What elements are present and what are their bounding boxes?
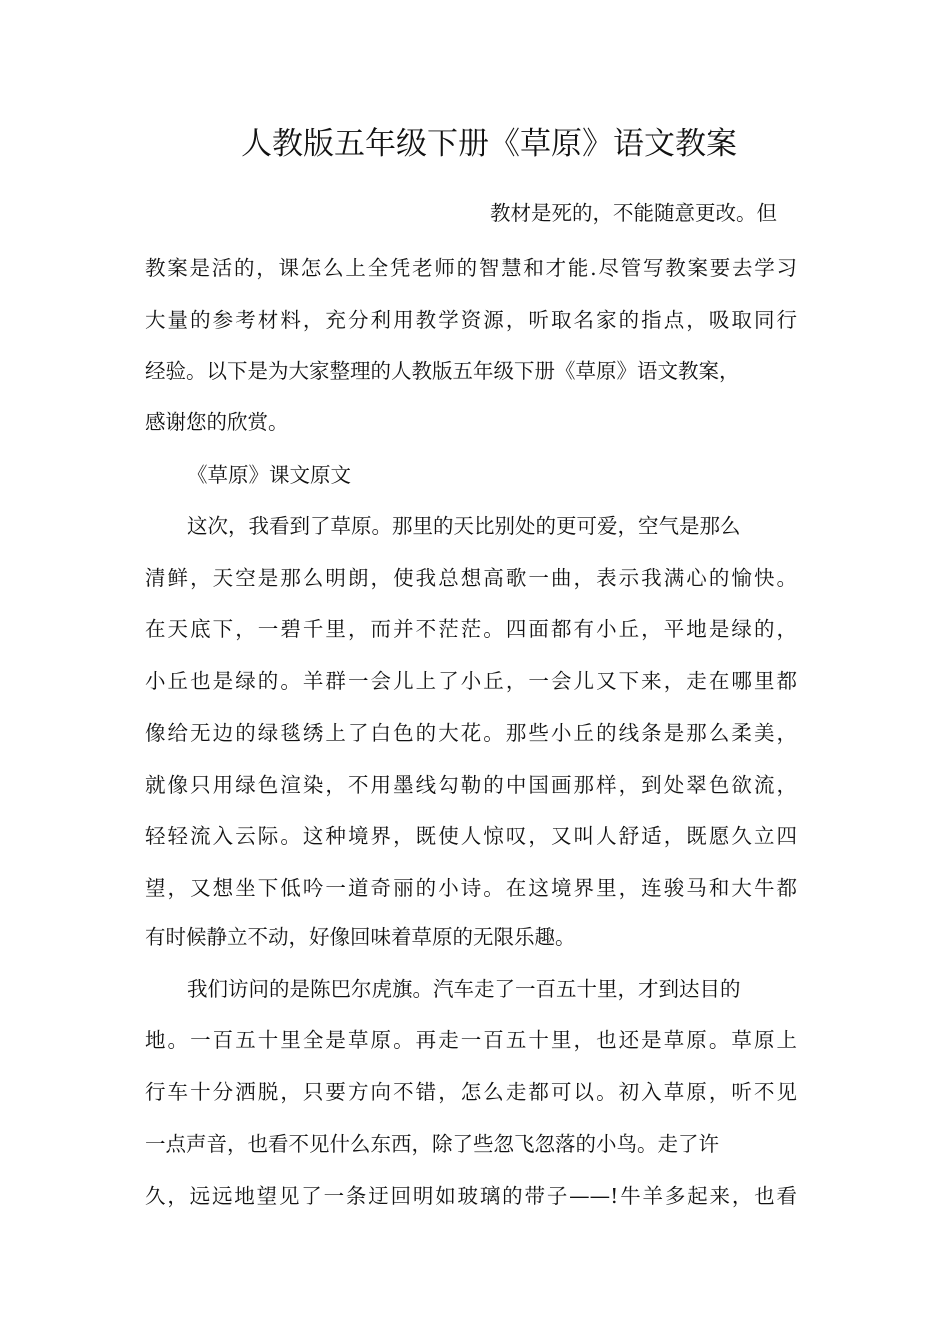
- paragraph-line: 有时候静立不动，好像回味着草原的无限乐趣。: [145, 925, 576, 949]
- document-title: 人教版五年级下册《草原》语文教案: [241, 126, 737, 162]
- paragraph-line: 就像只用绿色渲染，不用墨线勾勒的中国画那样，到处翠色欲流，: [145, 773, 797, 797]
- paragraph-line: 我们访问的是陈巴尔虎旗。汽车走了一百五十里，才到达目的: [187, 977, 741, 1001]
- paragraph-line: 这次，我看到了草原。那里的天比别处的更可爱，空气是那么: [187, 514, 741, 538]
- paragraph-line: 在天底下，一碧千里，而并不茫茫。四面都有小丘，平地是绿的，: [145, 617, 797, 641]
- paragraph-line: 清鲜，天空是那么明朗，使我总想高歌一曲，表示我满心的愉快。: [145, 566, 797, 590]
- paragraph-line: 小丘也是绿的。羊群一会儿上了小丘，一会儿又下来，走在哪里都: [145, 669, 797, 693]
- paragraph-line: 轻轻流入云际。这种境界，既使人惊叹，又叫人舒适，既愿久立四: [145, 824, 797, 848]
- paragraph-line: 行车十分洒脱，只要方向不错，怎么走都可以。初入草原，听不见: [145, 1080, 797, 1104]
- section-heading: 《草原》课文原文: [187, 463, 351, 487]
- paragraph-line: 教案是活的，课怎么上全凭老师的智慧和才能.尽管写教案要去学习: [145, 256, 797, 280]
- paragraph-line: 经验。以下是为大家整理的人教版五年级下册《草原》语文教案，: [145, 359, 740, 383]
- paragraph-line: 感谢您的欣赏。: [145, 410, 289, 434]
- paragraph-line: 久，远远地望见了一条迂回明如玻璃的带子——!牛羊多起来，也看: [145, 1184, 797, 1208]
- paragraph-line: 一点声音，也看不见什么东西，除了些忽飞忽落的小鸟。走了许: [145, 1132, 719, 1156]
- paragraph-line: 地。一百五十里全是草原。再走一百五十里，也还是草原。草原上: [145, 1028, 797, 1052]
- paragraph-line: 教材是死的，不能随意更改。但: [490, 201, 777, 225]
- paragraph-line: 大量的参考材料，充分利用教学资源，听取名家的指点，吸取同行: [145, 308, 797, 332]
- paragraph-line: 望，又想坐下低吟一道奇丽的小诗。在这境界里，连骏马和大牛都: [145, 876, 797, 900]
- paragraph-line: 像给无边的绿毯绣上了白色的大花。那些小丘的线条是那么柔美，: [145, 721, 797, 745]
